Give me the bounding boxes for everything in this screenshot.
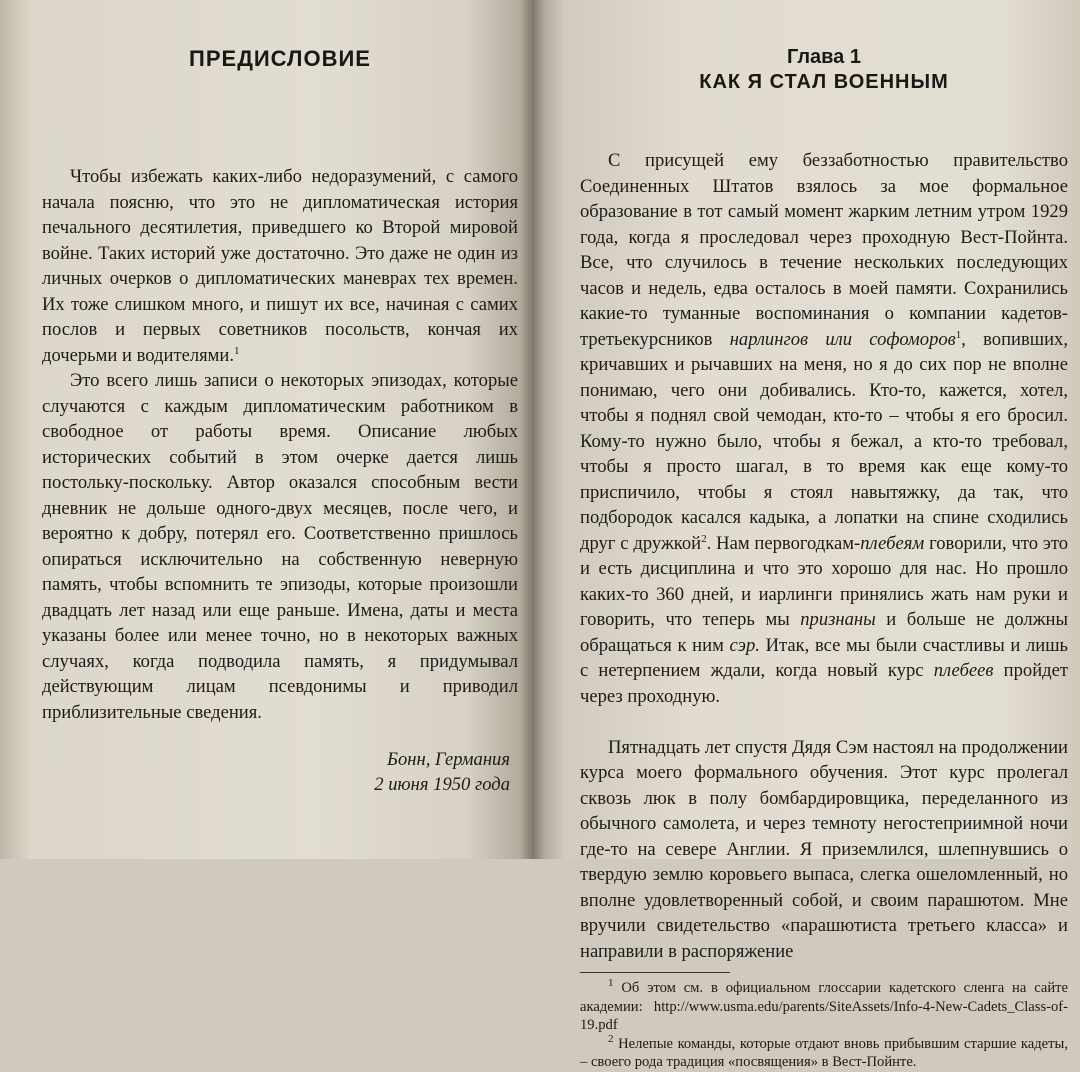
- signature: [42, 747, 518, 797]
- chapter-title: КАК Я СТАЛ ВОЕННЫМ: [699, 71, 949, 93]
- signature-place: Бонн, Германия: [387, 749, 510, 770]
- chapter-paragraph-2: Пятнадцать лет спустя Дядя Сэм настоял на продолжении курса моего формального обучения. Этот курс пролегал сквозь люк в полу бомбардировщика, переделанного из обычного самолета, и через темноту негостеприимной ночи где-то на севере Англии. Я приземлился, шлепнувшись о твердую землю коровьего выпаса, слегка ошеломленный, но вполне удовлетворенный собой, и своим парашютом. Мне вручили свидетельство «парашютиста третьего класса» и направили в распоряжение: [580, 736, 1068, 962]
- chapter-number: Глава 1: [786, 46, 861, 68]
- preface-title: ПРЕДИСЛОВИЕ: [189, 46, 371, 71]
- left-page: [0, 0, 532, 859]
- preface-paragraph-1: Чтобы избежать каких-либо недоразумений, с самого начала поясню, что это не дипломатическая история печального десятилетия, приведшего ко Второй мировой войне. Таких историй уже достаточно. Это даже не один из личных очерков о дипломатических маневрах тех времен. Их тоже слишком много, и пишут их все, начиная с самих послов и первых советников посольств, кончая их дочерьми и водителями.$^1$: [42, 166, 518, 366]
- footnote-1: $^1$ Об этом см. в официальном глоссарии кадетского сленга на сайте академии: http://www.usma.edu/parents/SiteAssets/Info-4-New-Cadets_Class-of-19.pdf: [580, 977, 1069, 1033]
- chapter-paragraph-1: С присущей ему беззаботностью правительство Соединенных Штатов взялось за мое формальное образование в тот самый момент жарким летним утром 1929 года, когда я проследовал через проходную Вест-Пойнта. Все, что случилось в течение нескольких последующих часов и недель, едва осталось в моей памяти. Сохранились какие-то туманные воспоминания о компании кадетов-третьекурсников нарлингов или софоморов$^1$, вопивших, кричавших и рычавших на меня, но я до сих пор не вполне понимаю, чего они добивались. Кто-то, кажется, хотел, чтобы я поднял свой чемодан, кто-то – чтобы я его бросил. Кому-то нужно было, чтобы я бежал, а кто-то требовал, чтобы я просто шагал, в то время как еще кому-то приспичило, чтобы я стоял навытяжку, да так, что подбородок касался кадыка, а лопатки на спине сходились друг с дружкой$^2$. Нам первогодкам-плебеям говорили, что это и есть дисциплина и что это хорошо для нас. Но прошло каких-то 360 дней, и иарлинги принялись жать нам руки и говорить, что теперь мы признаны и больше не должны обращаться к ним сэр. Итак, все мы были счастливы и лишь с нетерпением ждали, когда новый курс плебеев пройдет через проходную.: [580, 150, 1068, 707]
- preface-paragraph-2: Это всего лишь записи о некоторых эпизодах, которые случаются с каждым дипломатическим работником в свободное от работы время. Описание любых исторических событий в этом очерке дается лишь постольку-поскольку. Автор оказался способным вести дневник не дольше одного-двух месяцев, после чего, и вероятно к добру, потерял его. Соответственно пришлось опираться исключительно на собственную неверную память, чтобы вспомнить те эпизоды, которые произошли двадцать лет назад или еще раньше. Имена, даты и места указаны более или менее точно, но в некоторых важных случаях, когда подводила память, я придумывал действующим лицам псевдонимы и приводил приблизительные сведения.: [42, 370, 518, 723]
- footnote-2: $^2$ Нелепые команды, которые отдают вновь прибывшим старшие кадеты, – своего рода традиция «посвящения» в Вест-Пойнте.: [580, 1032, 1068, 1070]
- footnote-divider: [580, 972, 730, 973]
- right-page: [532, 0, 1080, 1070]
- footnote-mark: 1: [234, 344, 240, 357]
- footnotes: [580, 979, 1068, 1072]
- signature-date: 2 июня 1950 года: [374, 774, 510, 795]
